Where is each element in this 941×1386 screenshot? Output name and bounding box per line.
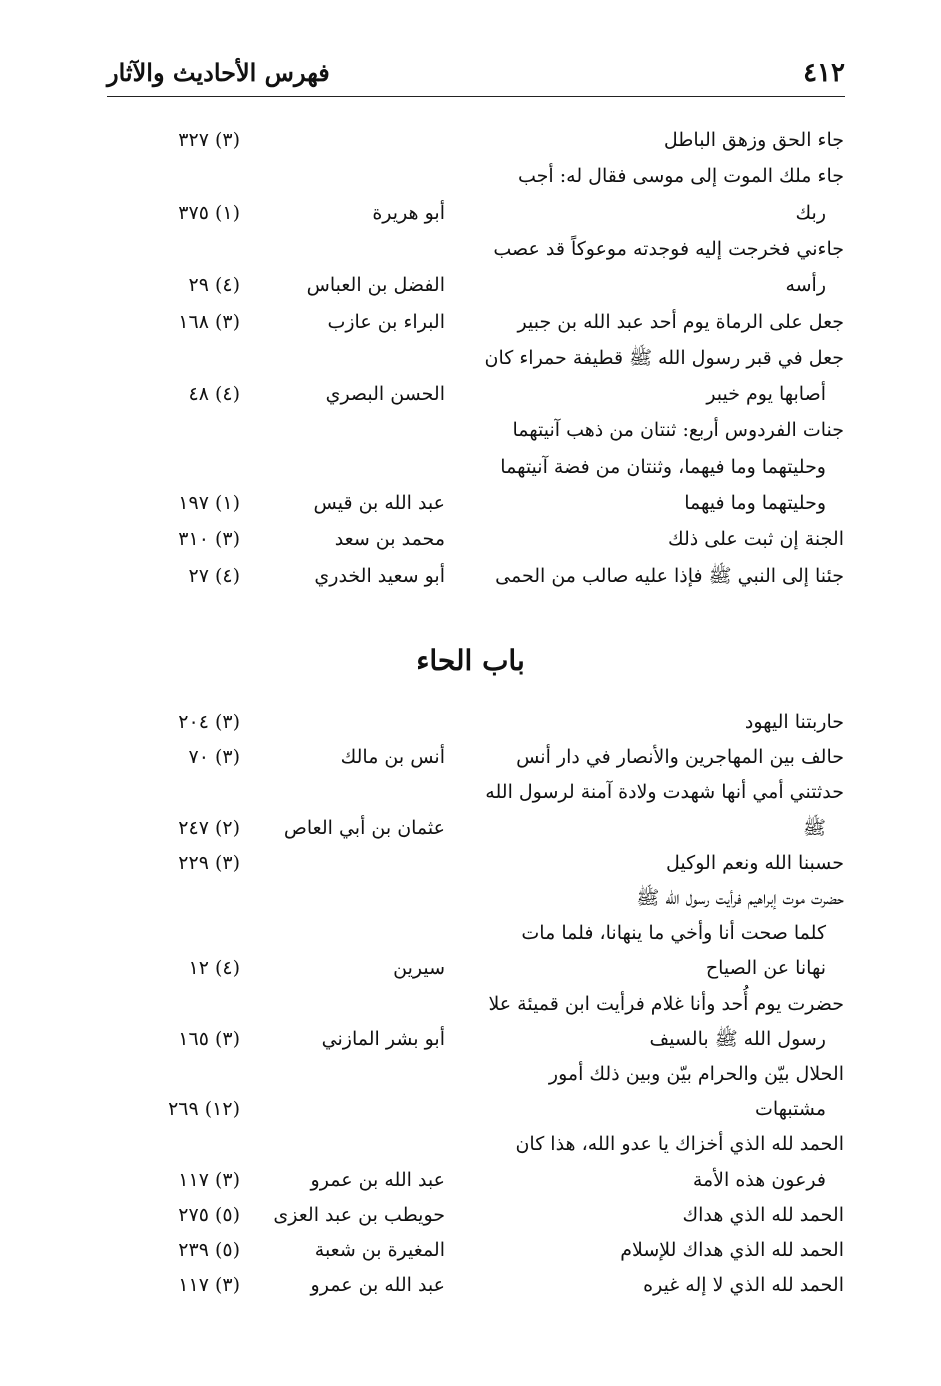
hadith-text: فرعون هذه الأمة [692, 1168, 826, 1191]
index-entry-line [0, 1056, 941, 1092]
volume-page-reference: (٣) ١٦٨ [178, 310, 240, 333]
hadith-text: ﷺ [803, 816, 826, 839]
volume-page-reference: (١) ٣٧٥ [178, 201, 240, 224]
index-entry-line [0, 1091, 941, 1127]
volume-page-reference: (٥) ٢٧٥ [178, 1203, 240, 1226]
page-number: ٤١٢ [803, 58, 845, 88]
index-entry-line [0, 1126, 941, 1162]
hadith-text: كلما صحت أنا وأخي ما ينهانا، فلما مات [521, 922, 826, 945]
hadith-text: حدثتني أمي أنها شهدت ولادة آمنة لرسول الله [485, 781, 844, 804]
index-entry-line [0, 558, 941, 594]
index-entry-line [0, 739, 941, 775]
hadith-text: جعل على الرماة يوم أحد عبد الله بن جبير [517, 310, 844, 333]
narrator-name: الفضل بن العباس [306, 274, 445, 297]
volume-page-reference: (٤) ١٢ [188, 957, 240, 980]
hadith-text: وحليتهما وما فيهما [684, 492, 826, 514]
index-entry-line [0, 880, 941, 916]
hadith-text: الحمد لله الذي هداك للإسلام [620, 1239, 844, 1261]
hadith-text: الحمد لله الذي لا إله غيره [643, 1274, 844, 1297]
hadith-text: حضرت موت إبراهيم فرأيت رسول الله ﷺ [636, 887, 844, 909]
hadith-text: نهانا عن الصياح [705, 957, 826, 980]
narrator-name: محمد بن سعد [334, 528, 445, 551]
section-title: باب الحاء [416, 644, 525, 677]
narrator-name: أبو هريرة [372, 201, 445, 224]
narrator-name: حويطب بن عبد العزى [273, 1203, 445, 1226]
narrator-name: أنس بن مالك [340, 746, 445, 769]
index-entry-line [0, 1197, 941, 1233]
narrator-name: أبو سعيد الخدري [314, 564, 445, 587]
hadith-text: ربك [795, 201, 826, 224]
index-entry-line [0, 1267, 941, 1303]
volume-page-reference: (٣) ٢٢٩ [178, 851, 240, 874]
hadith-text: حضرت يوم أُحد وأنا غلام فرأيت ابن قميئة علا [488, 992, 844, 1015]
index-entry-line [0, 810, 941, 846]
volume-page-reference: (٣) ١٦٥ [178, 1027, 240, 1050]
hadith-text: حالف بين المهاجرين والأنصار في دار أنس [516, 746, 844, 769]
running-title: فهرس الأحاديث والآثار [107, 58, 330, 87]
index-entry-line [0, 915, 941, 951]
hadith-text: وحليتهما وما فيهما، وثنتان من فضة آنيتهما [500, 455, 826, 478]
index-entry-line [0, 304, 941, 340]
index-entry-line [0, 412, 941, 448]
hadith-text: جعل في قبر رسول الله ﷺ قطيفة حمراء كان [484, 346, 844, 369]
volume-page-reference: (٣) ١١٧ [178, 1168, 240, 1191]
hadith-text: جنات الفردوس أربع: ثنتان من ذهب آنيتهما [512, 419, 844, 442]
hadith-text: الحمد لله الذي أخزاك يا عدو الله، هذا كان [515, 1133, 844, 1156]
hadith-text: رسول الله ﷺ بالسيف [649, 1027, 826, 1050]
index-entry-line [0, 195, 941, 231]
volume-page-reference: (٥) ٢٣٩ [178, 1239, 240, 1261]
hadith-text: حسبنا الله ونعم الوكيل [666, 851, 844, 874]
index-entry-line [0, 986, 941, 1022]
hadith-text: جئنا إلى النبي ﷺ فإذا عليه صالب من الحمى [495, 564, 844, 587]
hadith-text: جاء الحق وزهق الباطل [663, 129, 844, 151]
index-entry-line [0, 774, 941, 810]
index-entry-line [0, 158, 941, 194]
index-entry-line [0, 1162, 941, 1198]
hadith-text: أصابها يوم خيبر [706, 383, 826, 406]
hadith-text: جاءني فخرجت إليه فوجدته موعوكاً قد عصب [493, 237, 844, 260]
hadith-text: مشتبهات [754, 1098, 826, 1121]
index-entry-line [0, 521, 941, 557]
hadith-text: رأسه [785, 274, 826, 297]
index-entry-line [0, 376, 941, 412]
narrator-name: البراء بن عازب [327, 310, 445, 333]
volume-page-reference: (٣) ٣٢٧ [178, 129, 240, 151]
volume-page-reference: (٣) ٣١٠ [178, 528, 240, 551]
index-entry-line [0, 267, 941, 303]
narrator-name: سيرين [393, 957, 445, 980]
narrator-name: عبد الله بن قيس [313, 492, 445, 514]
narrator-name: عثمان بن أبي العاص [283, 816, 445, 839]
index-entry-line [0, 1232, 941, 1268]
index-entry-line [0, 485, 941, 521]
narrator-name: عبد الله بن عمرو [310, 1274, 445, 1297]
narrator-name: المغيرة بن شعبة [314, 1239, 445, 1261]
volume-page-reference: (٣) ١١٧ [178, 1274, 240, 1297]
hadith-text: حاربتنا اليهود [744, 711, 844, 733]
volume-page-reference: (٢) ٢٤٧ [178, 816, 240, 839]
hadith-text: الحلال بيّن والحرام بيّن وبين ذلك أمور [548, 1063, 844, 1085]
index-entry-line [0, 950, 941, 986]
index-entry-line [0, 449, 941, 485]
hadith-text: الجنة إن ثبت على ذلك [667, 528, 844, 551]
hadith-text: جاء ملك الموت إلى موسى فقال له: أجب [518, 165, 844, 188]
volume-page-reference: (٣) ٢٠٤ [178, 711, 240, 733]
hadith-text: الحمد لله الذي هداك [682, 1203, 844, 1226]
narrator-name: عبد الله بن عمرو [310, 1168, 445, 1191]
index-entry-line [0, 122, 941, 158]
index-entry-line [0, 845, 941, 881]
narrator-name: الحسن البصري [325, 383, 445, 406]
volume-page-reference: (٤) ٢٧ [188, 564, 240, 587]
index-entry-line [0, 1021, 941, 1057]
volume-page-reference: (٤) ٤٨ [188, 383, 240, 406]
page-header [107, 58, 845, 98]
volume-page-reference: (١٢) ٢٦٩ [168, 1098, 240, 1121]
narrator-name: أبو بشر المازني [321, 1027, 445, 1050]
volume-page-reference: (٤) ٢٩ [188, 274, 240, 297]
volume-page-reference: (١) ١٩٧ [178, 492, 240, 514]
index-entry-line [0, 231, 941, 267]
volume-page-reference: (٣) ٧٠ [188, 746, 240, 769]
index-entry-line [0, 704, 941, 740]
header-rule [107, 96, 845, 97]
index-entry-line [0, 340, 941, 376]
